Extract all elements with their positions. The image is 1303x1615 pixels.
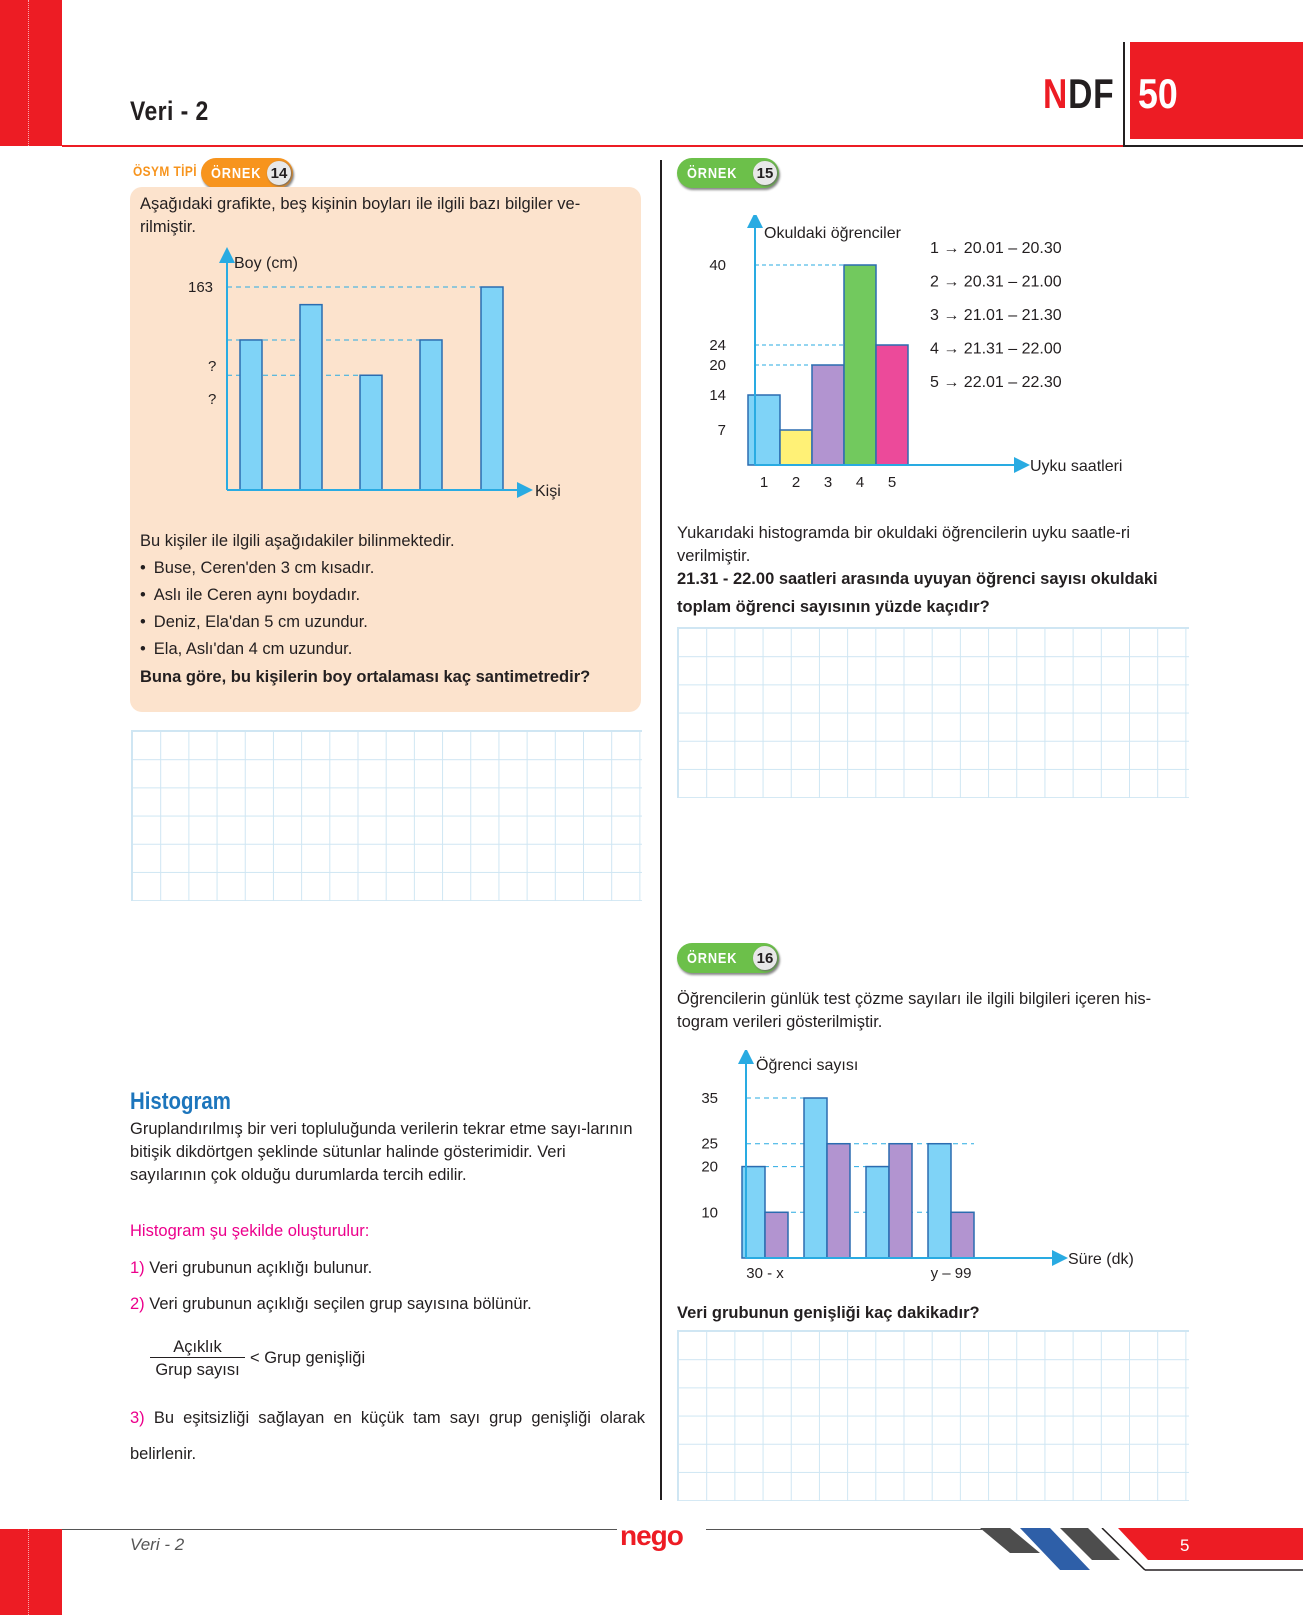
example-14-badge (201, 158, 293, 188)
step-text: Veri grubunun açıklığı seçilen grup sayısına bölünür. (149, 1295, 532, 1313)
bullet-item: • Deniz, Ela'dan 5 cm uzundur. (140, 611, 368, 634)
x-tick-label: 5 (887, 474, 897, 491)
example-16-text: Öğrencilerin günlük test çözme sayıları ile ilgili bilgileri içeren his-togram verileri gösterilmiştir. (677, 990, 1152, 1031)
steps-intro: Histogram şu şekilde oluşturulur: (130, 1222, 370, 1240)
test-histogram (690, 1050, 1170, 1290)
bar-5 (481, 287, 503, 490)
fraction-denominator: Grup sayısı (155, 1361, 240, 1379)
x-tick-label: 3 (823, 474, 833, 491)
section-heading: Histogram (130, 1088, 231, 1115)
bar-B-1 (765, 1212, 788, 1258)
page-number: 5 (1180, 1536, 1190, 1555)
sleep-histogram (700, 215, 1140, 495)
example-14-intro: Aşağıdaki grafikte, beş kişinin boyları ile ilgili bazı bilgiler ve-rilmiştir. (140, 195, 581, 236)
legend-item: 3 → 21.01 – 21.30 (930, 307, 1062, 324)
known-intro: Bu kişiler ile ilgili aşağıdakiler bilinmektedir. (140, 532, 455, 550)
logo-text: nego (620, 1520, 683, 1551)
y-axis-label: Boy (cm) (234, 255, 298, 272)
badge-number: 16 (753, 946, 777, 970)
y-tick-label: 35 (701, 1090, 718, 1107)
badge-label: ÖRNEK (687, 949, 738, 967)
example-15-question-2: toplam öğrenci sayısının yüzde kaçıdır? (677, 598, 990, 616)
brand-rest: DF (1068, 70, 1115, 117)
header-divider (62, 145, 1132, 147)
section-definition: Gruplandırılmış bir veri topluluğunda verilerin tekrar etme sayı-larının bitişik dikdörtgen şeklinde sütunlar halinde gösterimidir. Veri sayılarının çok olduğu durumlarda tercih edilir. (130, 1120, 633, 1184)
y-tick-label: 20 (709, 357, 726, 374)
y-tick-label: 40 (709, 257, 726, 274)
y-tick-label: 7 (717, 422, 726, 439)
x-axis-label: Kişi (535, 483, 561, 500)
footer-stripes (980, 1528, 1303, 1588)
x-tick-label: 4 (855, 474, 865, 491)
y-tick-label: 25 (701, 1135, 718, 1153)
tick-label: 163 (188, 279, 214, 296)
bar-B-4 (951, 1212, 974, 1258)
bullet-item: • Buse, Ceren'den 3 cm kısadır. (140, 557, 374, 580)
bar-1 (748, 395, 780, 465)
x-axis-label: Uyku saatleri (1030, 458, 1123, 475)
bar-5 (876, 345, 908, 465)
answer-grid[interactable] (131, 730, 642, 901)
bar-B-2 (827, 1144, 850, 1258)
badge-number: 15 (753, 161, 777, 185)
example-16-question: Veri grubunun genişliği kaç dakikadır? (677, 1304, 980, 1322)
step-text: Veri grubunun açıklığı bulunur. (149, 1259, 373, 1277)
example-14-question: Buna göre, bu kişilerin boy ortalaması kaç santimetredir? (140, 668, 591, 686)
legend-item: 2 → 20.31 – 21.00 (930, 273, 1062, 291)
step-number: 2) (130, 1295, 145, 1313)
tick-label: ? (208, 358, 217, 375)
step-number: 3) (130, 1409, 145, 1427)
bar-2 (300, 305, 322, 490)
y-axis-label: Öğrenci sayısı (756, 1057, 859, 1074)
step-text: Bu eşitsizliği sağlayan en küçük tam sayı grup genişliği olarak belirlenir. (130, 1409, 646, 1463)
footer-divider (62, 1529, 617, 1530)
bar-A-2 (804, 1098, 827, 1258)
example-15-question-1: 21.31 - 22.00 saatleri arasında uyuyan öğrenci sayısı okuldaki (677, 570, 1158, 588)
x-tick-label: 1 (759, 474, 769, 491)
legend-item: 1 → 20.01 – 20.30 (930, 240, 1062, 257)
legend-item: 4 → 21.31 – 22.00 (930, 340, 1062, 358)
bar-3 (360, 375, 382, 490)
y-tick-label: 10 (701, 1204, 718, 1222)
bar-3 (812, 365, 844, 465)
step-number: 1) (130, 1259, 145, 1277)
y-axis-label: Okuldaki öğrenciler (764, 225, 901, 242)
example-15-badge (677, 158, 779, 188)
step-item (130, 1257, 372, 1280)
brand-number: 50 (1138, 70, 1178, 117)
footer-title: Veri - 2 (130, 1535, 185, 1554)
bar-B-3 (889, 1144, 912, 1258)
height-chart (130, 240, 641, 510)
answer-grid[interactable] (677, 627, 1189, 798)
legend-item: 5 → 22.01 – 22.30 (930, 374, 1062, 391)
y-tick-label: 24 (709, 337, 726, 354)
brand-logo (1043, 70, 1114, 118)
left-red-strip-bottom (0, 1529, 62, 1615)
step-item (130, 1293, 532, 1316)
brand-prefix: N (1043, 70, 1069, 117)
osym-tag: ÖSYM TİPİ (133, 163, 198, 179)
example-16-badge (677, 943, 779, 973)
brand-underline (1123, 145, 1303, 147)
bar-4 (844, 265, 876, 465)
bar-A-4 (928, 1144, 951, 1258)
bar-A-3 (866, 1167, 889, 1258)
badge-number: 14 (267, 161, 291, 185)
footer-divider (706, 1529, 982, 1530)
x-tick-label: 30 - x (746, 1265, 784, 1282)
y-tick-label: 14 (709, 387, 726, 404)
inequality-rhs: < Grup genişliği (250, 1349, 366, 1367)
left-red-strip (0, 0, 62, 146)
example-15-text: Yukarıdaki histogramda bir okuldaki öğrencilerin uyku saatle-ri verilmiştir. (677, 524, 1131, 565)
page-title: Veri - 2 (130, 96, 209, 126)
tick-label: ? (208, 391, 217, 408)
x-tick-label: 2 (791, 474, 801, 491)
publisher-logo (620, 1520, 683, 1552)
bullet-item: • Ela, Aslı'dan 4 cm uzundur. (140, 638, 352, 661)
bar-1 (240, 340, 262, 490)
step-item (130, 1400, 645, 1472)
bullet-item: • Aslı ile Ceren aynı boydadır. (140, 584, 360, 607)
answer-grid[interactable] (677, 1330, 1189, 1501)
column-divider (660, 160, 662, 1500)
x-axis-label: Süre (dk) (1068, 1251, 1134, 1268)
brand-divider (1123, 42, 1125, 147)
badge-label: ÖRNEK (211, 164, 262, 182)
bar-2 (780, 430, 812, 465)
y-tick-label: 20 (701, 1158, 718, 1176)
bar-4 (420, 340, 442, 490)
x-tick-label: y – 99 (930, 1265, 972, 1282)
badge-label: ÖRNEK (687, 164, 738, 182)
fraction-numerator: Açıklık (150, 1337, 245, 1358)
